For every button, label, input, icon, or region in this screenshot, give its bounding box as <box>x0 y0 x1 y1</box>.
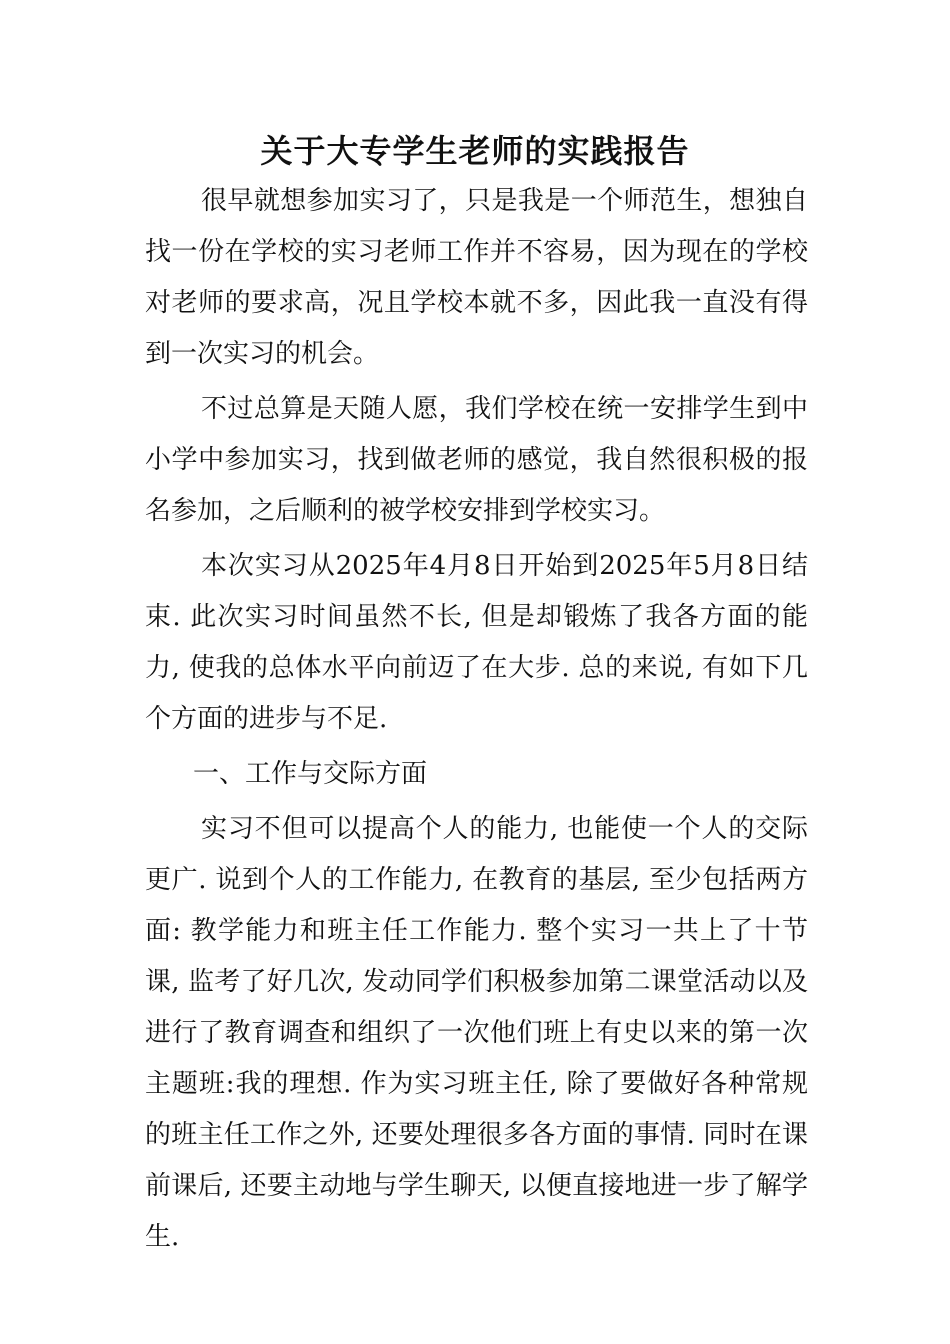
section-heading-work: 一、工作与交际方面 <box>193 759 428 789</box>
paragraph-intro: 很早就想参加实习了，只是我是一个师范生，想独自找一份在学校的实习老师工作并不容易，因为现在的学校对老师的要求高，况且学校本就不多，因此我一直没有得到一次实习的机会。 <box>145 186 808 369</box>
paragraph-work-details: 实习不但可以提高个人的能力, 也能使一个人的交际更广. 说到个人的工作能力, 在教育的基层, 至少包括两方面: 教学能力和班主任工作能力. 整个实习一共上了十节课, 监考了好几次, 发动同学们积极参加第二课堂活动以及进行了教育调查和组织了一次他们班上有史以来的第一次主题班:我的理想. 作为实习班主任, 除了要做好各种常规的班主任工作之外, 还要处理很多各方面的事情. 同时在课前课后, 还要主动地与学生聊天, 以便直接地进一步了解学生. <box>145 814 808 1252</box>
paragraph-duration: 本次实习从2025年4月8日开始到2025年5月8日结束. 此次实习时间虽然不长, 但是却锻炼了我各方面的能力, 使我的总体水平向前迈了在大步. 总的来说, 有如下几个方面的进步与不足. <box>145 551 808 734</box>
document-title: 关于大专学生老师的实践报告 <box>260 132 690 170</box>
document-body <box>145 176 808 1267</box>
paragraph-opportunity: 不过总算是天随人愿，我们学校在统一安排学生到中小学中参加实习，找到做老师的感觉，我自然很积极的报名参加，之后顺利的被学校安排到学校实习。 <box>145 394 808 526</box>
